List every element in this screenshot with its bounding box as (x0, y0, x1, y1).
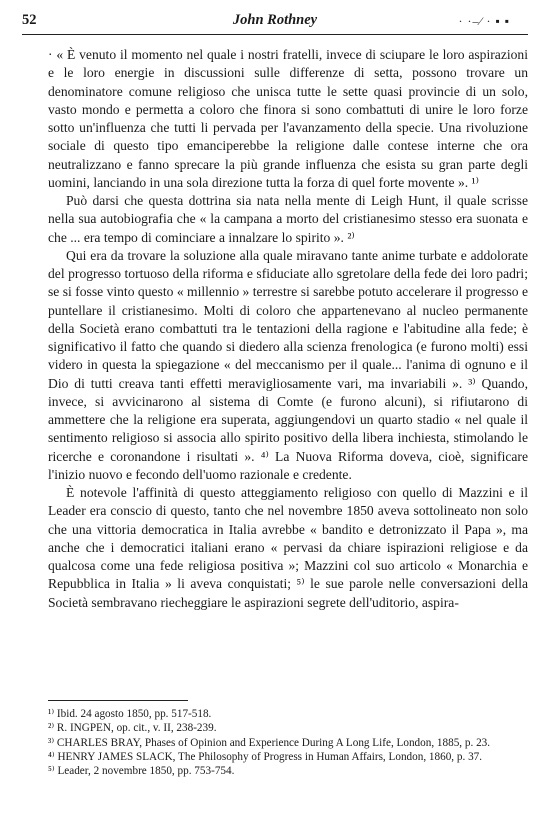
paragraph-2: Può darsi che questa dottrina sia nata nella mente di Leigh Hunt, il quale scrisse nella sua autobiografia che « la campana a morto del cristianesimo stesso era suonata e che ... era tempo di cominciare a innalzare lo spirito ». ²⁾ (48, 193, 528, 245)
running-head: John Rothney (232, 12, 318, 28)
footnote-rule (48, 700, 188, 701)
header-ornament: · ·–⁄ · ▪ ▪ (458, 14, 510, 28)
footnote-2: ²⁾ R. INGPEN, op. cit., v. II, 238-239. (48, 722, 217, 735)
paragraph-4: È notevole l'affinità di questo atteggiamento religioso con quello di Mazzini e il Leader era conscio di questo, tanto che nel novembre 1850 aveva sottolineato non solo che una vittoria democratica in Italia avrebbe « bandito e detronizzato il Papa », ma anche che i democratici italiani erano « pervasi da chiare ispirazioni religiose e da qualcosa come una fede religiosa positiva »; Mazzini col suo articolo « Monarchia e Repubblica in Italia » li aveva conquistati; ⁵⁾ le sue parole nelle conversazioni della Società sembravano riecheggiare le aspirazioni segrete dell'uditorio, aspira- (48, 485, 528, 610)
page-number: 52 (22, 12, 37, 28)
footnotes (48, 707, 528, 778)
footnote-4: ⁴⁾ HENRY JAMES SLACK, The Philosophy of Progress in Human Affairs, London, 1860, p. 37. (48, 750, 483, 763)
page-header (22, 12, 528, 34)
footnote-3: ³⁾ CHARLES BRAY, Phases of Opinion and Experience During A Long Life, London, 1885, p. 23. (48, 736, 491, 749)
footnote-5: ⁵⁾ Leader, 2 novembre 1850, pp. 753-754. (48, 765, 235, 778)
header-rule (22, 34, 528, 35)
body-text (48, 46, 528, 612)
paragraph-1: · « È venuto il momento nel quale i nostri fratelli, invece di sciupare le loro aspirazioni e le loro energie in discussioni sulle differenze di setta, possono trovare un denominatore comune religioso che unisca tutte le sette quasi provincie di un solo, vasto mondo e permetta a coloro che finora si sono combattuti di unire le loro forze sotto un'influenza che tutti li pervada per l'avanzamento della specie. Una rivoluzione sociale di questo tipo emanciperebbe la religione dalle contese interne che ora neutralizzano e fanno sprecare la più grande influenza che esista su gran parte degli uomini, lanciando in una sola direzione tutta la forza di quel forte movente ». ¹⁾ (48, 47, 528, 190)
paragraph-3: Qui era da trovare la soluzione alla quale miravano tante anime turbate e addolorate del progresso tortuoso della riforma e sfiduciate allo sgretolare della fede dei loro padri; se si fosse vinto questo « millennio » terrestre si sarebbe potuto accelerare il progresso e puntellare il cristianesimo. Molti di coloro che appartenevano al nucleo permanente della Società erano combattuti tra le tentazioni della ragione e l'abitudine alla fede; è significativo il fatto che quando si diedero alla scienza frenologica (e furono molti) essi videro in questa la spiegazione « del meccanismo per il quale... l'anima di ognuno e il Dio di tutti creava tanti effetti meravigliosamente vari, ma invariabili ». ³⁾ Quando, invece, si avvicinarono al sistema di Comte (e furono alcuni), si rifiutarono di ammettere che la religione era superata, aggiungendovi un quarto stadio « nel quale il sentimento religioso si associa allo spirito positivo della libera inchiesta, stimolando le ricerche e coronandone i risultati ». ⁴⁾ La Nuova Riforma doveva, cioè, significare l'inizio nuovo e fecondo dell'uomo razionale e credente. (48, 247, 528, 482)
footnote-1: ¹⁾ Ibid. 24 agosto 1850, pp. 517-518. (48, 708, 212, 720)
